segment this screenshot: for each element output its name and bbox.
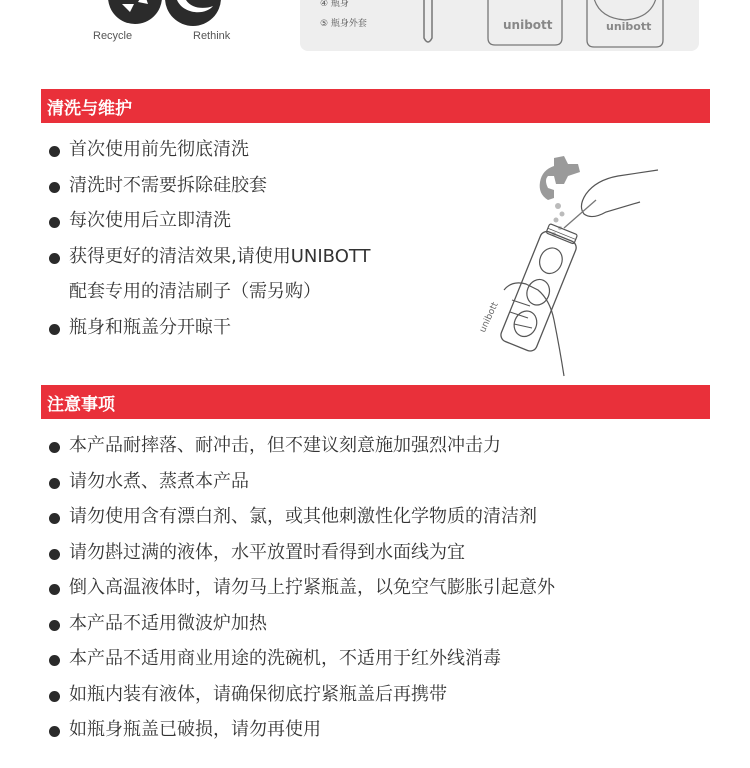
- recycle-icon: [108, 0, 162, 24]
- cleaning-section-header: [41, 89, 710, 123]
- list-item: 本产品耐摔落、耐冲击，但不建议刻意施加强烈冲击力: [41, 435, 555, 471]
- washing-illustration: [468, 150, 668, 378]
- list-item: 倒入高温液体时，请勿马上拧紧瓶盖，以免空气膨胀引起意外: [41, 577, 555, 613]
- illustration-brand-text: unibott: [478, 300, 501, 335]
- rethink-icon: [165, 0, 221, 26]
- list-item: 清洗时不需要拆除硅胶套: [41, 175, 371, 211]
- bullet-icon: [49, 584, 60, 595]
- bullet-icon: [49, 442, 60, 453]
- notes-list: [41, 435, 555, 755]
- cleaning-list: [41, 139, 371, 352]
- list-item-continuation: 配套专用的清洁刷子（需另购）: [69, 281, 321, 302]
- list-item: 本产品不适用微波炉加热: [41, 613, 555, 649]
- bullet-icon: [49, 217, 60, 228]
- cleaning-section-title: 清洗与维护: [47, 98, 132, 119]
- bullet-icon: [49, 655, 60, 666]
- bullet-icon: [49, 182, 60, 193]
- bullet-icon: [49, 146, 60, 157]
- list-item: 获得更好的清洁效果,请使用UNIBOTT: [41, 246, 371, 282]
- bullet-icon: [49, 253, 60, 264]
- list-item: 瓶身和瓶盖分开晾干: [41, 317, 371, 353]
- bullet-icon: [49, 726, 60, 737]
- bullet-icon: [49, 620, 60, 631]
- bullet-icon: [49, 549, 60, 560]
- list-item: 请勿斟过满的液体，水平放置时看得到水面线为宜: [41, 542, 555, 578]
- list-item: 请勿水煮、蒸煮本产品: [41, 471, 555, 507]
- bullet-icon: [49, 513, 60, 524]
- part-4-label: ④ 瓶身: [320, 0, 349, 9]
- notes-section-header: [41, 385, 710, 419]
- recycle-label: Recycle: [93, 30, 133, 42]
- list-item: 首次使用前先彻底清洗: [41, 139, 371, 175]
- notes-section-title: 注意事项: [47, 394, 115, 415]
- list-item: 如瓶身瓶盖已破损，请勿再使用: [41, 719, 555, 755]
- straw-drawing: [418, 0, 438, 46]
- list-item: 本产品不适用商业用途的洗碗机，不适用于红外线消毒: [41, 648, 555, 684]
- bullet-icon: [49, 324, 60, 335]
- rethink-label: Rethink: [193, 30, 231, 42]
- list-item: 请勿使用含有漂白剂、氯，或其他刺激性化学物质的清洁剂: [41, 506, 555, 542]
- list-item: 如瓶内装有液体，请确保彻底拧紧瓶盖后再携带: [41, 684, 555, 720]
- part-5-label: ⑤ 瓶身外套: [320, 19, 367, 29]
- bullet-icon: [49, 691, 60, 702]
- list-item: 每次使用后立即清洗: [41, 210, 371, 246]
- bottle-brand-text: unibott: [503, 18, 553, 32]
- case-brand-text: unibott: [606, 20, 652, 33]
- bullet-icon: [49, 478, 60, 489]
